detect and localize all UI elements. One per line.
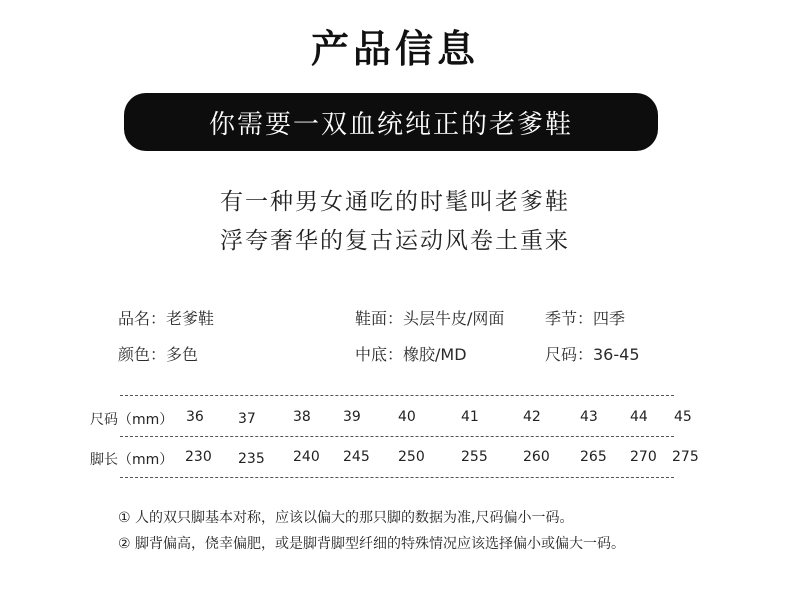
- length-cell: 245: [343, 449, 370, 465]
- headline-banner: [124, 93, 658, 151]
- length-cell: 275: [672, 449, 699, 465]
- length-cell: 250: [398, 449, 425, 465]
- size-cell: 42: [523, 409, 541, 425]
- spec-midsole: 中底：橡胶/MD: [355, 345, 467, 364]
- slogan-line-1: 有一种男女通吃的时髦叫老爹鞋: [220, 189, 570, 215]
- length-cell: 235: [238, 451, 265, 467]
- size-cell: 36: [186, 409, 204, 425]
- page-title: 产品信息: [310, 27, 479, 71]
- size-cell: 41: [461, 409, 479, 425]
- length-cell: 260: [523, 449, 550, 465]
- size-cell: 38: [293, 409, 311, 425]
- table-divider-middle: [120, 436, 674, 437]
- table-divider-top: [120, 395, 674, 396]
- length-cell: 270: [630, 449, 657, 465]
- sizing-note-1: ① 人的双只脚基本对称，应该以偏大的那只脚的数据为准,尺码偏小一码。: [118, 510, 574, 526]
- sizing-note-2: ② 脚背偏高，侥幸偏肥，或是脚背脚型纤细的特殊情况应该选择偏小或偏大一码。: [118, 536, 625, 552]
- size-cell: 40: [398, 409, 416, 425]
- size-cell: 43: [580, 409, 598, 425]
- length-cell: 265: [580, 449, 607, 465]
- headline-text: 你需要一双血统纯正的老爹鞋: [208, 109, 573, 140]
- slogan-line-2: 浮夸奢华的复古运动风卷土重来: [220, 228, 570, 254]
- size-row-label: 尺码（mm）: [90, 412, 174, 428]
- spec-season: 季节：四季: [545, 309, 626, 328]
- size-cell: 39: [343, 409, 361, 425]
- length-cell: 255: [461, 449, 488, 465]
- size-cell: 44: [630, 409, 648, 425]
- length-cell: 240: [293, 449, 320, 465]
- spec-upper: 鞋面：头层牛皮/网面: [355, 309, 505, 328]
- spec-color: 颜色：多色: [118, 345, 199, 364]
- table-divider-bottom: [120, 477, 674, 478]
- size-cell: 37: [238, 411, 256, 427]
- spec-size: 尺码：36-45: [545, 345, 640, 364]
- foot-length-row-label: 脚长（mm）: [90, 452, 174, 468]
- size-cell: 45: [674, 409, 692, 425]
- length-cell: 230: [185, 449, 212, 465]
- spec-name: 品名：老爹鞋: [118, 309, 215, 328]
